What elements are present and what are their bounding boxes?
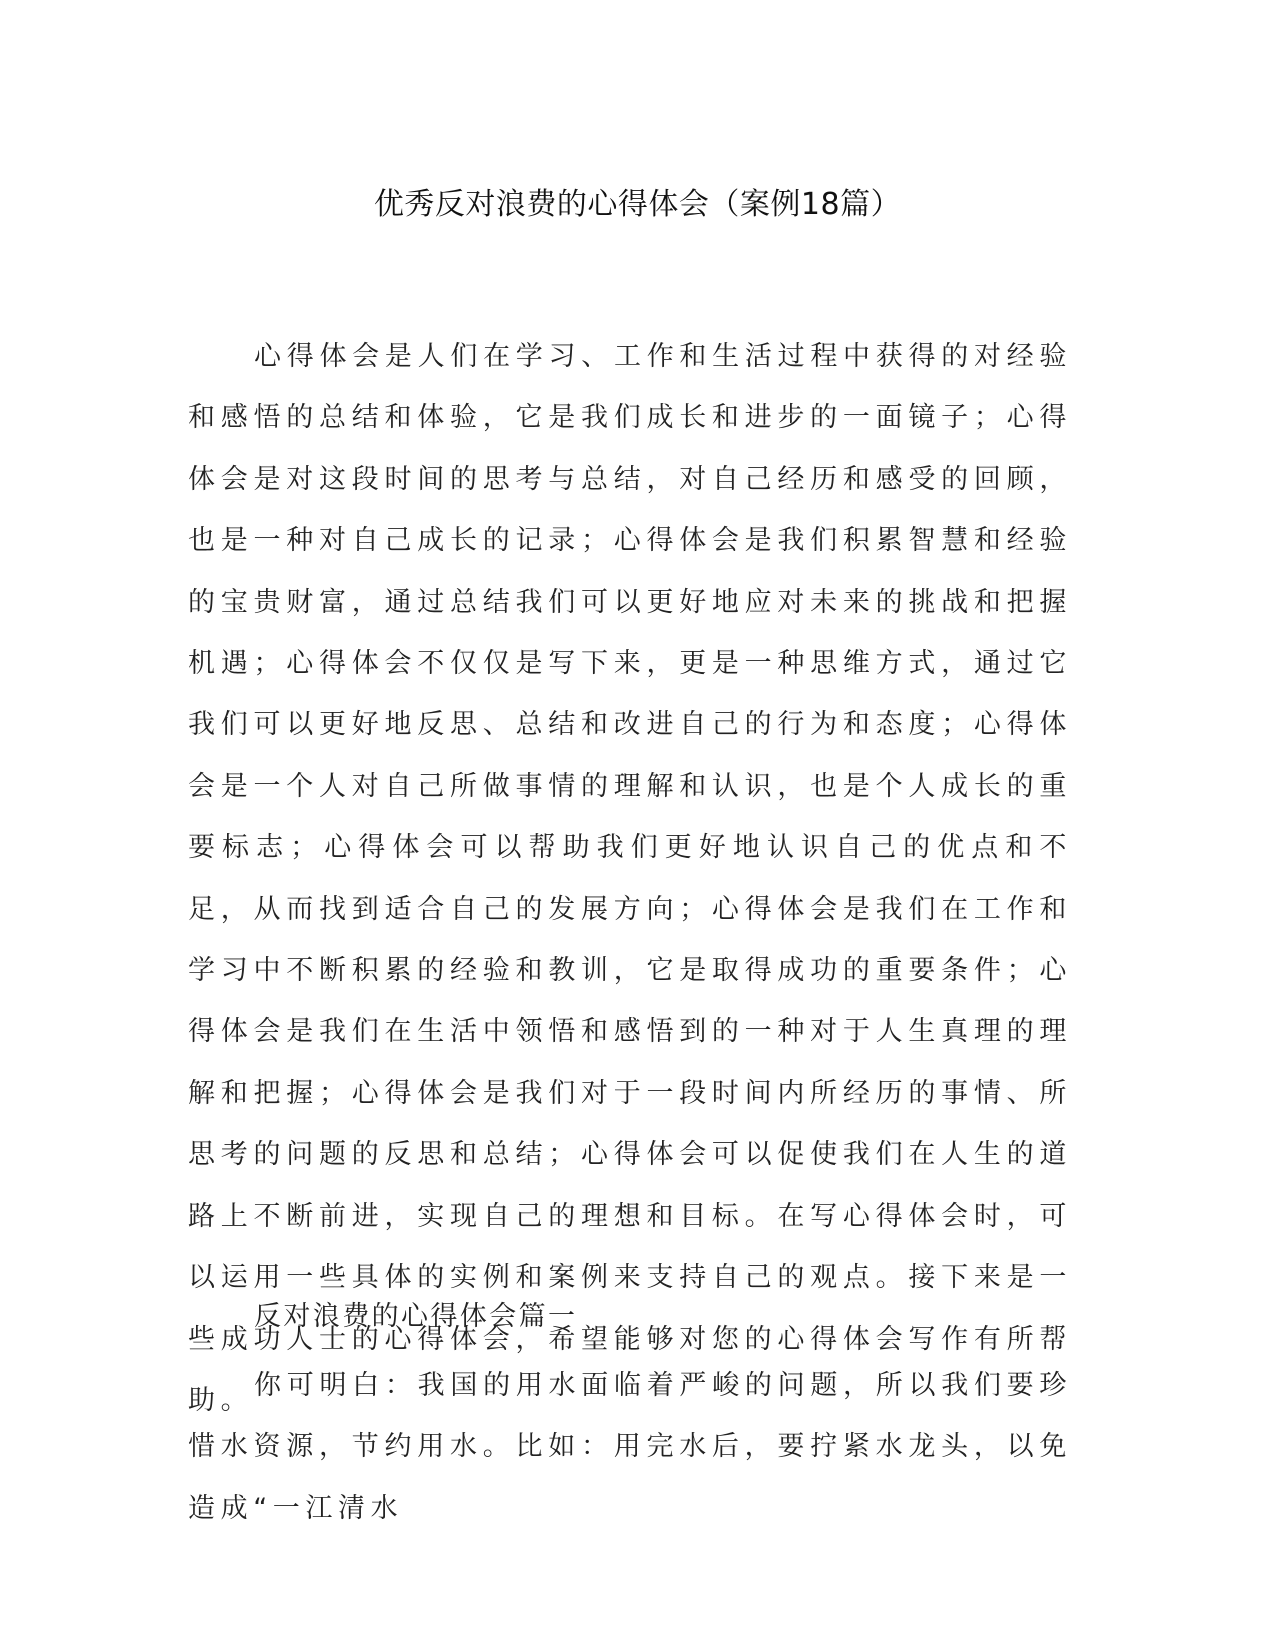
intro-section bbox=[188, 326, 1072, 1431]
section-body bbox=[188, 1355, 1072, 1539]
section-heading: 反对浪费的心得体会篇一 bbox=[254, 1301, 578, 1332]
document-title: 优秀反对浪费的心得体会（案例18篇） bbox=[373, 187, 902, 222]
intro-paragraph: 心得体会是人们在学习、工作和生活过程中获得的对经验和感悟的总结和体验，它是我们成长和进步的一面镜子；心得体会是对这段时间的思考与总结，对自己经历和感受的回顾，也是一种对自己成长的记录；心得体会是我们积累智慧和经验的宝贵财富，通过总结我们可以更好地应对未来的挑战和把握机遇；心得体会不仅仅是写下来，更是一种思维方式，通过它我们可以更好地反思、总结和改进自己的行为和态度；心得体会是一个人对自己所做事情的理解和认识，也是个人成长的重要标志；心得体会可以帮助我们更好地认识自己的优点和不足，从而找到适合自己的发展方向；心得体会是我们在工作和学习中不断积累的经验和教训，它是取得成功的重要条件；心得体会是我们在生活中领悟和感悟到的一种对于人生真理的理解和把握；心得体会是我们对于一段时间内所经历的事情、所思考的问题的反思和总结；心得体会可以促使我们在人生的道路上不断前进，实现自己的理想和目标。在写心得体会时，可以运用一些具体的实例和案例来支持自己的观点。接下来是一些成功人士的心得体会，希望能够对您的心得体会写作有所帮助。 bbox=[188, 341, 1072, 1416]
section-paragraph: 你可明白：我国的用水面临着严峻的问题，所以我们要珍惜水资源，节约用水。比如：用完水后，要拧紧水龙头，以免造成“一江清水 bbox=[188, 1370, 1072, 1524]
